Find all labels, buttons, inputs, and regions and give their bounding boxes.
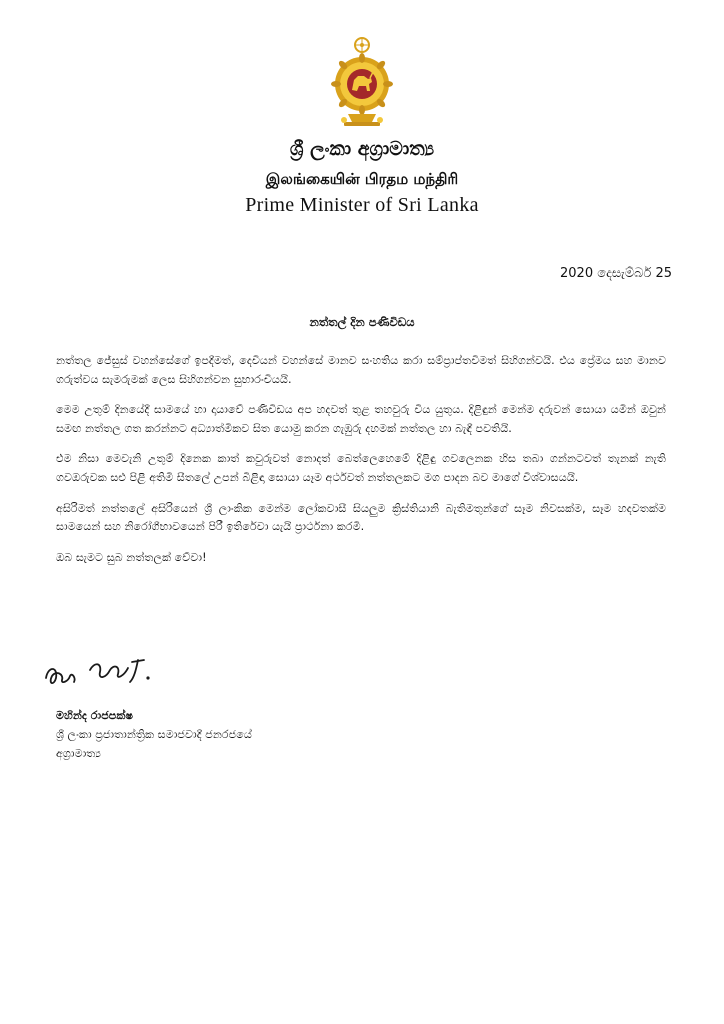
signatory-block bbox=[56, 706, 252, 763]
sri-lanka-emblem-icon bbox=[330, 36, 394, 128]
body-paragraph: මෙම උතුම් දිනයේදී සාමයේ හා දායාවේ පණිවිඩය අප හදවත් තුළ තහවුරු විය යුතුය. දිළිඳුන් මෙන්ම දරුවන් සොයා යමින් ඔවුන් සමඟ නත්තල ගත කරන්නට අධ්‍යාත්මිකව සිත යොමු කරන ගැඹුරු දහමක් නත්තල හා බැඳී පවතියි. bbox=[56, 403, 666, 435]
handwritten-signature bbox=[40, 648, 170, 694]
letter-body bbox=[56, 352, 666, 579]
signatory-title: අග්‍රාමාත්‍ය bbox=[56, 747, 101, 760]
body-paragraph: නත්තල ජේසුස් වහන්සේගේ ඉපදීමත්, දෙවියන් වහන්සේ මානව සංහතිය කරා සම්ප්‍රාප්තවීමත් සිහිගන්වයි. එය ප්‍රේමය සහ මානව ගරුත්වය සැමරුමක් ලෙස සිහිගන්වන සුභාරංචියයි. bbox=[56, 354, 666, 386]
body-paragraph: අසිරිමත් නත්තලේ අසිරියෙන් ශ්‍රී ලාංකික මෙන්ම ලෝකවාසී සියලුම ක්‍රිස්තියානි බැතිමතුන්ගේ සෑම නිවසක්ම, සෑම හදවතක්ම සාමයෙන් සහ නිරෝගීභාවයෙන් පිරී ඉතිරේවා යැයි ප්‍රාර්ථනා කරමි. bbox=[56, 501, 666, 534]
letter-date: 2020 දෙසැම්බර් 25 bbox=[560, 266, 672, 281]
body-paragraph: එම නිසා මෙවැනි උතුම් දිනෙක කාත් කවුරුවත් නොදත් බෙත්ලෙහෙමේ දිළිඳු ගවලෙනක හිස තබා ගන්නටවත් තැනක් නැති ගවඔරුවක සළු පිළි අතිමි සීතලේ උපන් බිළිඳා සොයා යෑම අර්ථවත් නත්තලකට මග පාදන බව මාගේ විශ්වාසයයි. bbox=[56, 452, 666, 484]
header-title-sinhala: ශ්‍රී ලංකා අග්‍රාමාත්‍ය bbox=[289, 138, 435, 160]
letter-title: නත්තල් දින පණිවිඩය bbox=[309, 315, 415, 329]
signatory-position: ශ්‍රී ලංකා ප්‍රජාතාන්ත්‍රික සමාජවාදී ජනරජයේ bbox=[56, 728, 252, 741]
header-title-english: Prime Minister of Sri Lanka bbox=[245, 194, 479, 216]
closing-greeting: ඔබ සැමට සුබ නත්තලක් වේවා! bbox=[56, 550, 207, 564]
header-title-tamil: இலங்கையின் பிரதம மந்திரி bbox=[265, 170, 459, 188]
signatory-name: මහින්ද රාජපක්ෂ bbox=[56, 709, 134, 722]
